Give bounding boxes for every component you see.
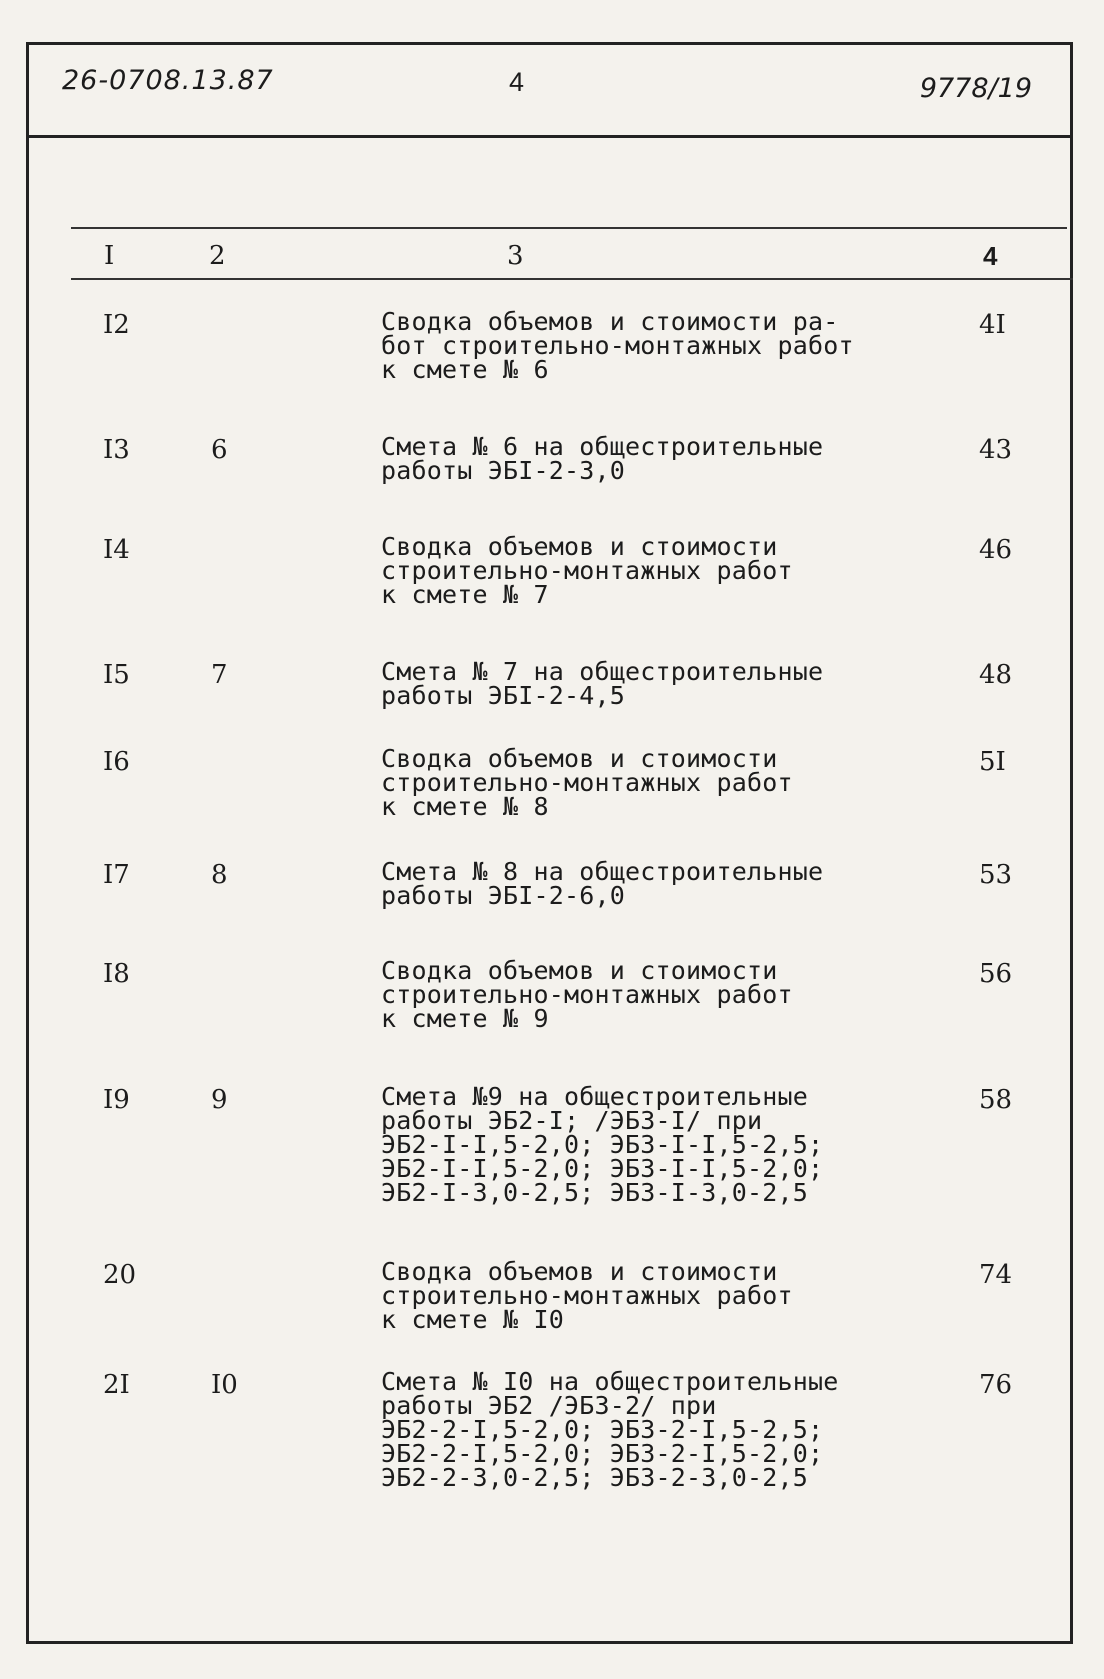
row-page: 53 — [979, 860, 1013, 890]
row-description: Сводка объемов и стоимости ра- бот строительно-монтажных работ к смете № 6 — [381, 307, 854, 384]
row-number: I7 — [103, 860, 130, 890]
row-description: Сводка объемов и стоимости строительно-монтажных работ к смете № 7 — [381, 532, 793, 609]
row-description: Смета № I0 на общестроительные работы ЭБ2 /ЭБ3-2/ при ЭБ2-2-I,5-2,0; ЭБ3-2-I,5-2,5; ЭБ2-2-I,5-2,0; ЭБ3-2-I,5-2,0; ЭБ2-2-3,0-2,5; ЭБ3-2-3,0-2,5 — [381, 1367, 839, 1492]
row-page: 58 — [979, 1085, 1013, 1115]
row-number: 2I — [103, 1370, 130, 1400]
column-header-2: 2 — [209, 241, 226, 271]
row-number: I5 — [103, 660, 130, 690]
row-description: Смета № 8 на общестроительные работы ЭБI-2-6,0 — [381, 857, 824, 910]
row-number: I6 — [103, 747, 130, 777]
row-page: 74 — [979, 1260, 1013, 1290]
table-header-rule — [71, 278, 1073, 280]
row-number: I9 — [103, 1085, 130, 1115]
document-code: 26-0708.13.87 — [62, 65, 274, 96]
row-description: Смета №9 на общестроительные работы ЭБ2-I; /ЭБ3-I/ при ЭБ2-I-I,5-2,0; ЭБ3-I-I,5-2,5; ЭБ2-I-I,5-2,0; ЭБ3-I-I,5-2,0; ЭБ2-I-3,0-2,5; ЭБ3-I-3,0-2,5 — [381, 1082, 824, 1207]
row-description: Смета № 6 на общестроительные работы ЭБI-2-3,0 — [381, 432, 824, 485]
row-number: I8 — [103, 959, 130, 989]
row-page: 56 — [979, 959, 1013, 989]
column-header-3: 3 — [507, 241, 524, 271]
column-header-1: I — [104, 241, 115, 271]
table-top-rule — [71, 227, 1067, 229]
row-description: Смета № 7 на общестроительные работы ЭБI-2-4,5 — [381, 657, 824, 710]
row-page: 48 — [979, 660, 1013, 690]
estimate-number: I0 — [211, 1370, 238, 1400]
column-header-4: 4 — [983, 241, 998, 271]
row-description: Сводка объемов и стоимости строительно-монтажных работ к смете № 8 — [381, 744, 793, 821]
row-number: I2 — [103, 310, 130, 340]
row-page: 4I — [979, 310, 1006, 340]
estimate-number: 7 — [211, 660, 228, 690]
page-number: 4 — [509, 67, 525, 97]
estimate-number: 6 — [211, 435, 228, 465]
estimate-number: 9 — [211, 1085, 228, 1115]
row-description: Сводка объемов и стоимости строительно-монтажных работ к смете № 9 — [381, 956, 793, 1033]
row-page: 43 — [979, 435, 1013, 465]
estimate-number: 8 — [211, 860, 228, 890]
row-number: I4 — [103, 535, 130, 565]
row-page: 46 — [979, 535, 1013, 565]
page-frame — [26, 42, 1073, 1644]
row-description: Сводка объемов и стоимости строительно-монтажных работ к смете № I0 — [381, 1257, 793, 1334]
row-number: 20 — [103, 1260, 137, 1290]
row-number: I3 — [103, 435, 130, 465]
header-band — [29, 45, 1070, 138]
row-page: 76 — [979, 1370, 1013, 1400]
row-page: 5I — [979, 747, 1006, 777]
document-number: 9778/19 — [919, 73, 1032, 104]
